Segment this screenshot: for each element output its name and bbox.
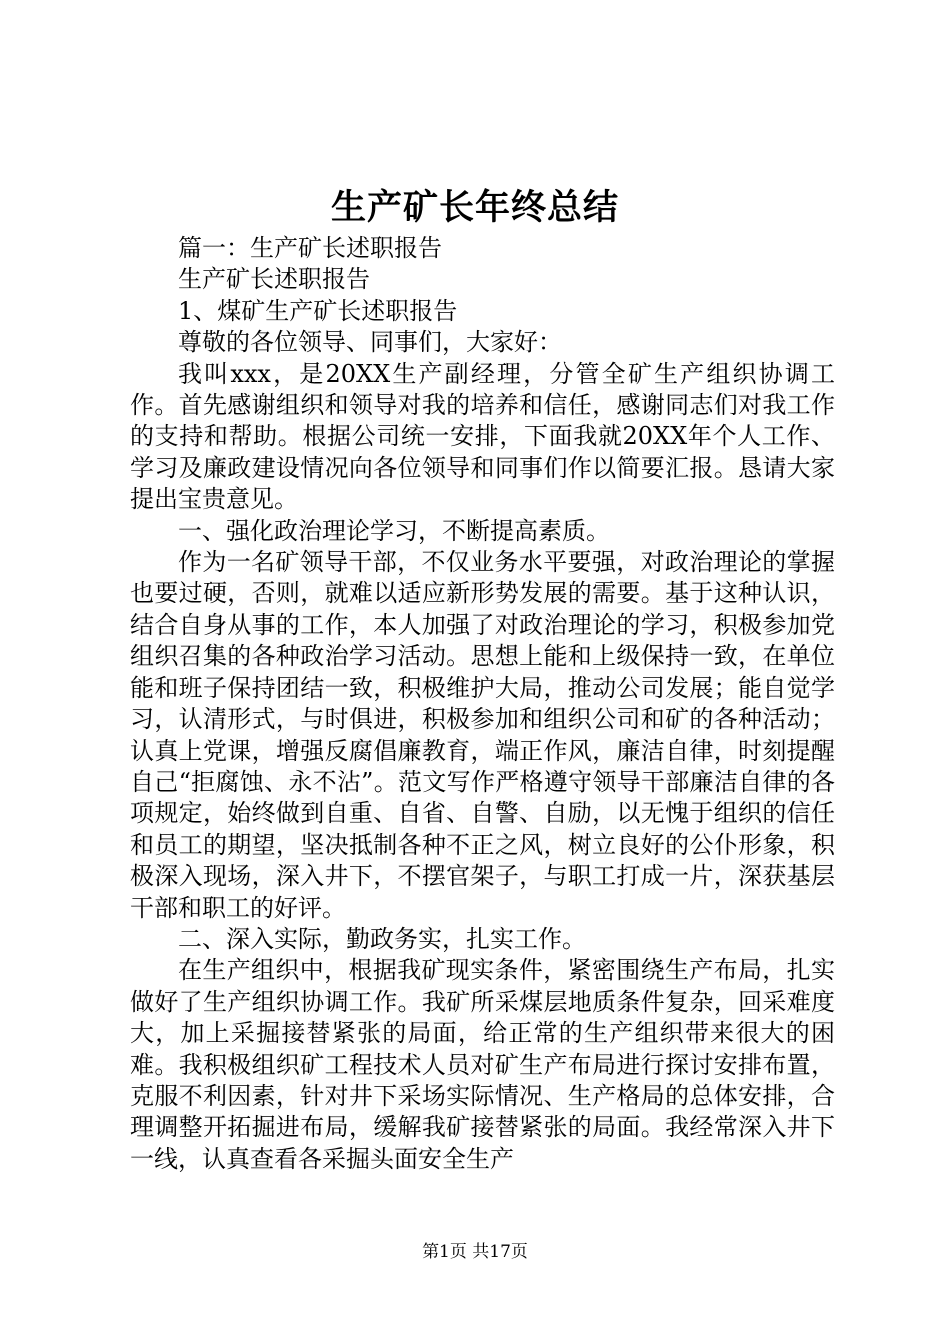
- document-title: 生产矿长年终总结: [330, 188, 619, 228]
- paragraph-report-subtitle: 1、煤矿生产矿长述职报告: [178, 296, 458, 325]
- paragraph-section-one-body: 作为一名矿领导干部，不仅业务水平要强，对政治理论的掌握也要过硬，否则，就难以适应新形势发展的需要。基于这种认识，结合自身从事的工作，本人加强了对政治理论的学习，积极参加党组织召集的各种政治学习活动。思想上能和上级保持一致，在单位能和班子保持团结一致，积极维护大局，推动公司发展；能自觉学习，认清形式，与时俱进，积极参加和组织公司和矿的各种活动；认真上党课，增强反腐倡廉教育，端正作风，廉洁自律，时刻提醒自己“拒腐蚀、永不沾”。范文写作严格遵守领导干部廉洁自律的各项规定，始终做到自重、自省、自警、自励，以无愧于组织的信任和员工的期望，坚决抵制各种不正之风，树立良好的公仆形象，积极深入现场，深入井下，不摆官架子，与职工打成一片，深获基层干部和职工的好评。: [130, 548, 835, 922]
- paragraph-section-two-heading: 二、深入实际，勤政务实，扎实工作。: [178, 924, 586, 953]
- paragraph-report-title: 生产矿长述职报告: [178, 265, 370, 294]
- paragraph-greeting: 尊敬的各位领导、同事们，大家好：: [178, 328, 562, 357]
- paragraph-heading-part-one: 篇一：生产矿长述职报告: [178, 234, 442, 262]
- page-number-footer: 第1页 共17页: [422, 1242, 528, 1262]
- paragraph-section-one-heading: 一、强化政治理论学习，不断提高素质。: [178, 516, 610, 545]
- document-body: [130, 233, 835, 1175]
- paragraph-introduction: 我叫xxx，是20XX生产副经理，分管全矿生产组织协调工作。首先感谢组织和领导对我的培养和信任，感谢同志们对我工作的支持和帮助。根据公司统一安排，下面我就20XX年个人工作、学习及廉政建设情况向各位领导和同事们作以简要汇报。恳请大家提出宝贵意见。: [130, 359, 835, 514]
- paragraph-section-two-body: 在生产组织中，根据我矿现实条件，紧密围绕生产布局，扎实做好了生产组织协调工作。我矿所采煤层地质条件复杂，回采难度大，加上采掘接替紧张的局面，给正常的生产组织带来很大的困难。我积极组织矿工程技术人员对矿生产布局进行探讨安排布置，克服不利因素，针对井下采场实际情况、生产格局的总体安排，合理调整开拓掘进布局，缓解我矿接替紧张的局面。我经常深入井下一线，认真查看各采掘头面安全生产: [130, 956, 835, 1173]
